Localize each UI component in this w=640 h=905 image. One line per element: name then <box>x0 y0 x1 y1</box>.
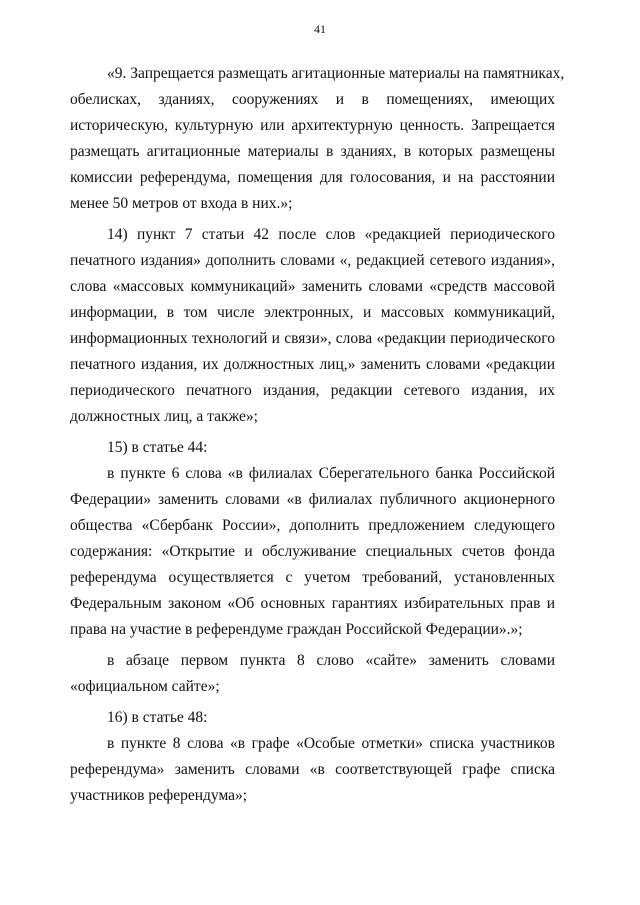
text-line: права на участие в референдуме граждан Российской Федерации».»; <box>70 621 523 638</box>
text-line: информации, в том числе электронных, и массовых коммуникаций, <box>70 304 555 321</box>
text-line: печатного издания» дополнить словами «, редакцией сетевого издания», <box>70 252 555 269</box>
text-line: Федеральным законом «Об основных гарантиях избирательных прав и <box>70 595 555 612</box>
text-line: периодического печатного издания, редакции сетевого издания, их <box>70 382 555 399</box>
text-line: размещать агитационные материалы в зданиях, в которых размещены <box>70 143 555 160</box>
text-line: печатного издания, их должностных лиц,» заменить словами «редакции <box>70 356 555 373</box>
text-line: историческую, культурную или архитектурную ценность. Запрещается <box>70 117 555 134</box>
text-line: комиссии референдума, помещения для голосования, и на расстоянии <box>70 169 555 186</box>
text-line: в абзаце первом пункта 8 слово «сайте» заменить словами <box>107 652 555 669</box>
text-line: в пункте 8 слова «в графе «Особые отметки» списка участников <box>107 735 555 752</box>
text-line: «официальном сайте»; <box>70 678 220 695</box>
text-line: Федерации» заменить словами «в филиалах публичного акционерного <box>70 491 555 508</box>
text-line: 14) пункт 7 статьи 42 после слов «редакцией периодического <box>107 226 555 243</box>
text-line: менее 50 метров от входа в них.»; <box>70 195 293 212</box>
text-line: слова «массовых коммуникаций» заменить словами «средств массовой <box>70 278 555 295</box>
text-line: референдума осуществляется с учетом требований, установленных <box>70 569 555 586</box>
text-line: 16) в статье 48: <box>107 709 208 726</box>
text-line: обелисках, зданиях, сооружениях и в помещениях, имеющих <box>70 91 555 108</box>
text-line: 15) в статье 44: <box>107 439 208 456</box>
text-line: участников референдума»; <box>70 787 248 804</box>
text-line: должностных лиц, а также»; <box>70 408 258 425</box>
text-line: в пункте 6 слова «в филиалах Сберегательного банка Российской <box>107 465 555 482</box>
page-number: 41 <box>314 22 326 36</box>
text-line: референдума» заменить словами «в соответствующей графе списка <box>70 761 555 778</box>
text-line: содержания: «Открытие и обслуживание специальных счетов фонда <box>70 543 555 560</box>
text-line: «9. Запрещается размещать агитационные материалы на памятниках, <box>107 65 565 82</box>
text-line: общества «Сбербанк России», дополнить предложением следующего <box>70 517 555 534</box>
text-line: информационных технологий и связи», слова «редакции периодического <box>70 330 555 347</box>
